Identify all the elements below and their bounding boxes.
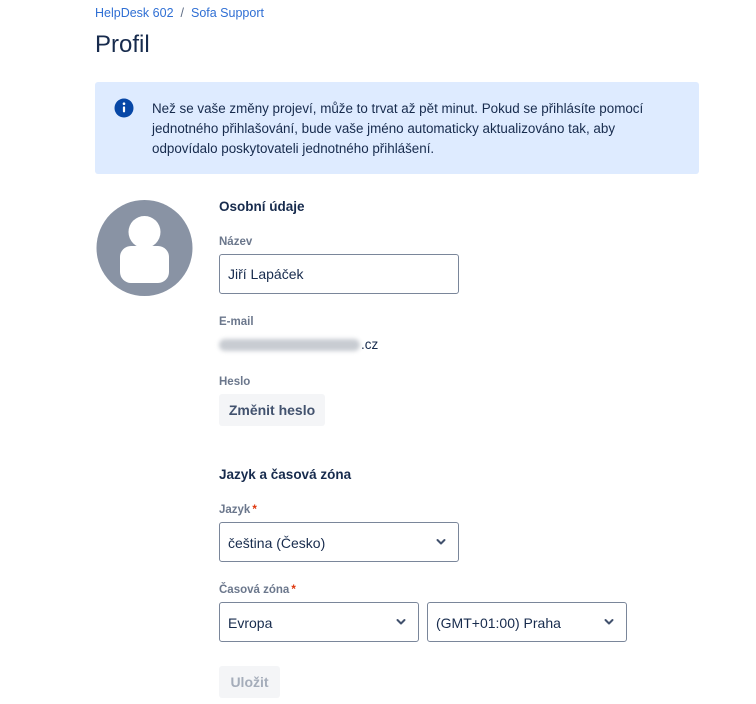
save-button[interactable]: Uložit — [219, 666, 280, 698]
language-select-value: čeština (Česko) — [228, 535, 326, 551]
timezone-city-value: (GMT+01:00) Praha — [436, 615, 561, 631]
page-title: Profil — [95, 31, 150, 58]
info-icon — [114, 98, 134, 118]
chevron-down-icon — [604, 618, 614, 626]
email-suffix: .cz — [361, 337, 379, 352]
password-label: Heslo — [219, 376, 251, 388]
personal-details-heading: Osobní údaje — [219, 199, 305, 214]
timezone-region-value: Evropa — [228, 615, 273, 631]
breadcrumb-separator: / — [180, 6, 184, 20]
chevron-down-icon — [436, 538, 446, 546]
language-timezone-heading: Jazyk a časová zóna — [219, 467, 352, 482]
breadcrumb — [95, 6, 264, 20]
user-avatar-icon — [96, 200, 193, 296]
email-redacted — [219, 339, 360, 351]
language-select[interactable] — [219, 522, 459, 562]
name-input[interactable] — [219, 254, 459, 294]
language-label — [219, 504, 257, 516]
chevron-down-icon — [396, 618, 406, 626]
timezone-label-text: Časová zóna — [219, 584, 290, 596]
name-label: Název — [219, 236, 253, 248]
language-label-text: Jazyk — [219, 504, 251, 516]
required-marker: * — [291, 584, 296, 596]
info-banner — [95, 82, 699, 174]
breadcrumb-link-helpdesk[interactable]: HelpDesk 602 — [95, 6, 174, 20]
required-marker: * — [252, 504, 257, 516]
change-password-button[interactable]: Změnit heslo — [219, 394, 325, 426]
email-label: E-mail — [219, 316, 254, 328]
info-banner-text: Než se vaše změny projeví, může to trvat až pět minut. Pokud se přihlásíte pomocí jednotného přihlašování, bude vaše jméno automaticky aktualizováno tak, aby odpovídalo poskytovateli jednotného přihlášení. — [152, 101, 644, 156]
timezone-region-select[interactable] — [219, 602, 419, 642]
timezone-city-select[interactable] — [427, 602, 627, 642]
timezone-label — [219, 584, 296, 596]
email-value — [219, 337, 378, 352]
breadcrumb-link-sofa-support[interactable]: Sofa Support — [191, 6, 264, 20]
